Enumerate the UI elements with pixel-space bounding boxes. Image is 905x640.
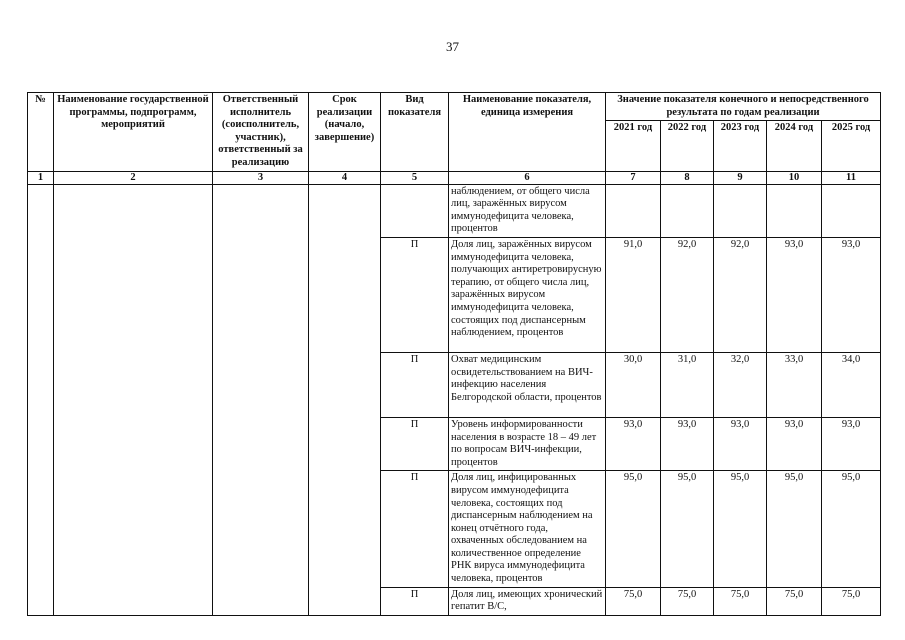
cell-indicator: Уровень информированности населения в возрасте 18 – 49 лет по вопросам ВИЧ-инфекции, процентов: [449, 417, 606, 470]
page-number: 37: [446, 39, 459, 54]
column-number: 1: [28, 171, 54, 184]
column-number: 10: [767, 171, 822, 184]
header-executor: Ответственный исполнитель (соисполнитель, участник), ответственный за реализацию: [213, 93, 309, 172]
table-row: [28, 184, 881, 237]
cell-value: [606, 184, 661, 237]
indicators-table: [27, 92, 881, 616]
header-term: Срок реализации (начало, завершение): [309, 93, 381, 172]
column-number: 8: [661, 171, 714, 184]
cell-value: 75,0: [661, 587, 714, 615]
cell-value: 32,0: [714, 352, 767, 417]
cell-kind: П: [381, 352, 449, 417]
cell-value: 91,0: [606, 237, 661, 352]
cell-value: 93,0: [661, 417, 714, 470]
header-year-2022: 2022 год: [661, 121, 714, 171]
cell-kind: П: [381, 417, 449, 470]
header-values-group: Значение показателя конечного и непосредственного результата по годам реализации: [606, 93, 881, 121]
cell-value: 93,0: [767, 237, 822, 352]
column-number: 11: [822, 171, 881, 184]
cell-value: 75,0: [714, 587, 767, 615]
header-year-2023: 2023 год: [714, 121, 767, 171]
cell-no: [28, 184, 54, 615]
cell-indicator: Доля лиц, имеющих хронический гепатит В/С,: [449, 587, 606, 615]
cell-value: 30,0: [606, 352, 661, 417]
cell-value: 92,0: [714, 237, 767, 352]
cell-indicator: наблюдением, от общего числа лиц, заражённых вирусом иммунодефицита человека, процентов: [449, 184, 606, 237]
cell-value: 93,0: [822, 237, 881, 352]
cell-value: 92,0: [661, 237, 714, 352]
column-number: 6: [449, 171, 606, 184]
cell-indicator: Доля лиц, инфицированных вирусом иммунодефицита человека, состоящих под диспансерным наблюдением на конец отчётного года, охваченных обследованием на количественное определение РНК вируса иммунодефицита человека, процентов: [449, 471, 606, 587]
cell-value: 75,0: [767, 587, 822, 615]
cell-value: [822, 184, 881, 237]
cell-value: 93,0: [714, 417, 767, 470]
cell-value: 93,0: [822, 417, 881, 470]
header-program: Наименование государственной программы, подпрограмм, мероприятий: [54, 93, 213, 172]
header-row: [28, 93, 881, 121]
cell-value: 95,0: [661, 471, 714, 587]
header-year-2021: 2021 год: [606, 121, 661, 171]
column-number: 3: [213, 171, 309, 184]
cell-value: 95,0: [714, 471, 767, 587]
cell-program: [54, 184, 213, 615]
header-no: №: [28, 93, 54, 172]
cell-indicator: Доля лиц, заражённых вирусом иммунодефицита человека, получающих антиретровирусную терапию, от общего числа лиц, заражённых вирусом иммунодефицита человека, состоящих под диспансерным наблюдением, процентов: [449, 237, 606, 352]
column-number: 4: [309, 171, 381, 184]
cell-value: 31,0: [661, 352, 714, 417]
cell-value: 75,0: [822, 587, 881, 615]
cell-executor: [213, 184, 309, 615]
column-number: 9: [714, 171, 767, 184]
cell-value: 95,0: [822, 471, 881, 587]
cell-kind: П: [381, 471, 449, 587]
column-number: 2: [54, 171, 213, 184]
cell-indicator: Охват медицинским освидетельствованием на ВИЧ-инфекцию населения Белгородской области, процентов: [449, 352, 606, 417]
cell-value: 95,0: [606, 471, 661, 587]
cell-value: [714, 184, 767, 237]
header-year-2025: 2025 год: [822, 121, 881, 171]
column-numbers-row: [28, 171, 881, 184]
column-number: 7: [606, 171, 661, 184]
cell-value: 34,0: [822, 352, 881, 417]
cell-value: 95,0: [767, 471, 822, 587]
cell-kind: [381, 184, 449, 237]
cell-value: 75,0: [606, 587, 661, 615]
column-number: 5: [381, 171, 449, 184]
cell-value: 93,0: [606, 417, 661, 470]
cell-value: [661, 184, 714, 237]
cell-value: 93,0: [767, 417, 822, 470]
header-indicator: Наименование показателя, единица измерения: [449, 93, 606, 172]
header-kind: Вид показателя: [381, 93, 449, 172]
cell-value: 33,0: [767, 352, 822, 417]
cell-value: [767, 184, 822, 237]
cell-kind: П: [381, 587, 449, 615]
cell-term: [309, 184, 381, 615]
header-year-2024: 2024 год: [767, 121, 822, 171]
cell-kind: П: [381, 237, 449, 352]
